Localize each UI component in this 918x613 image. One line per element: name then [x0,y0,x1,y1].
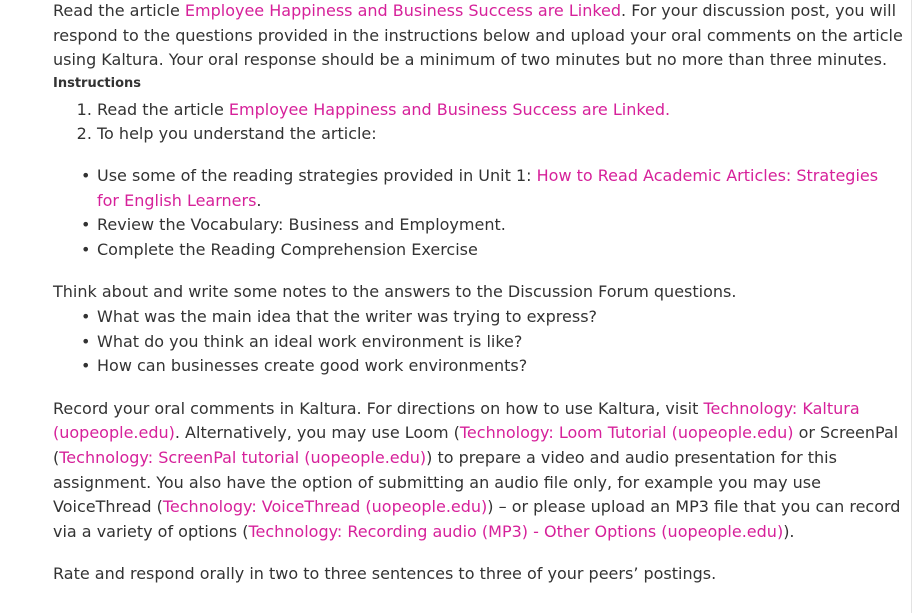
record-text-2: . Alternatively, you may use Loom ( [174,423,460,443]
kaltura-link[interactable]: Technology: Kaltura (uopeople.edu) [53,398,860,443]
loom-link[interactable]: Technology: Loom Tutorial (uopeople.edu) [459,423,794,443]
right-border [911,0,912,613]
voicethread-link[interactable]: Technology: VoiceThread (uopeople.edu) [162,497,488,517]
record-text-1: Record your oral comments in Kaltura. For directions on how to use Kaltura, visit [53,398,704,418]
discussion-content [53,0,903,587]
step-1 [97,98,903,123]
article-link[interactable]: Employee Happiness and Business Success are Linked [184,1,622,20]
record-text-5: ) – or please upload an MP3 file that you can record via a variety of options ( [53,497,901,541]
instructions-heading: Instructions [53,75,142,91]
intro-text-2: . For your discussion post, you will respond to the questions provided in the instructions below and upload your oral comments on the article using Kaltura. Your oral response should be a minimum of two minutes but no more than three minutes. [53,1,903,70]
intro-text: Read the article [53,1,185,20]
reading-strategies-link[interactable]: How to Read Academic Articles: Strategies for English Learners [97,165,879,210]
record-text-6: ). [783,521,795,541]
intro-paragraph [53,0,903,73]
step-1-article-link[interactable]: Employee Happiness and Business Success are Linked. [228,99,671,119]
question-item: • What do you think an ideal work environment is like? [97,330,903,355]
record-paragraph [53,397,903,545]
strategy-item-1 [97,164,903,213]
strategy-item-3: • Complete the Reading Comprehension Exercise [97,238,903,263]
question-item: • What was the main idea that the writer was trying to express? [97,305,903,330]
instruction-steps [53,98,903,147]
record-text-4: ) to prepare a video and audio presentation for this assignment. You also have the option of submitting an audio file only, for example you may use VoiceThread ( [53,447,837,517]
question-item: • How can businesses create good work environments? [97,354,903,379]
strategy-list [53,164,903,262]
think-paragraph: Think about and write some notes to the answers to the Discussion Forum questions. [53,282,737,302]
recording-audio-link[interactable]: Technology: Recording audio (MP3) - Other Options (uopeople.edu) [248,521,784,541]
question-list [53,305,903,379]
record-text-3: or ScreenPal ( [53,423,899,467]
screenpal-link[interactable]: Technology: ScreenPal tutorial (uopeople.edu) [59,447,427,467]
rate-paragraph: Rate and respond orally in two to three sentences to three of your peers’ postings. [53,564,717,584]
strategy-item-2: • Review the Vocabulary: Business and Employment. [97,213,903,238]
strategy-item-1-text: Use some of the reading strategies provided in Unit 1: [97,165,537,185]
step-2: 2. To help you understand the article: [97,122,903,147]
step-1-text: Read the article [97,99,229,119]
strategy-item-1-end: . [256,190,262,210]
